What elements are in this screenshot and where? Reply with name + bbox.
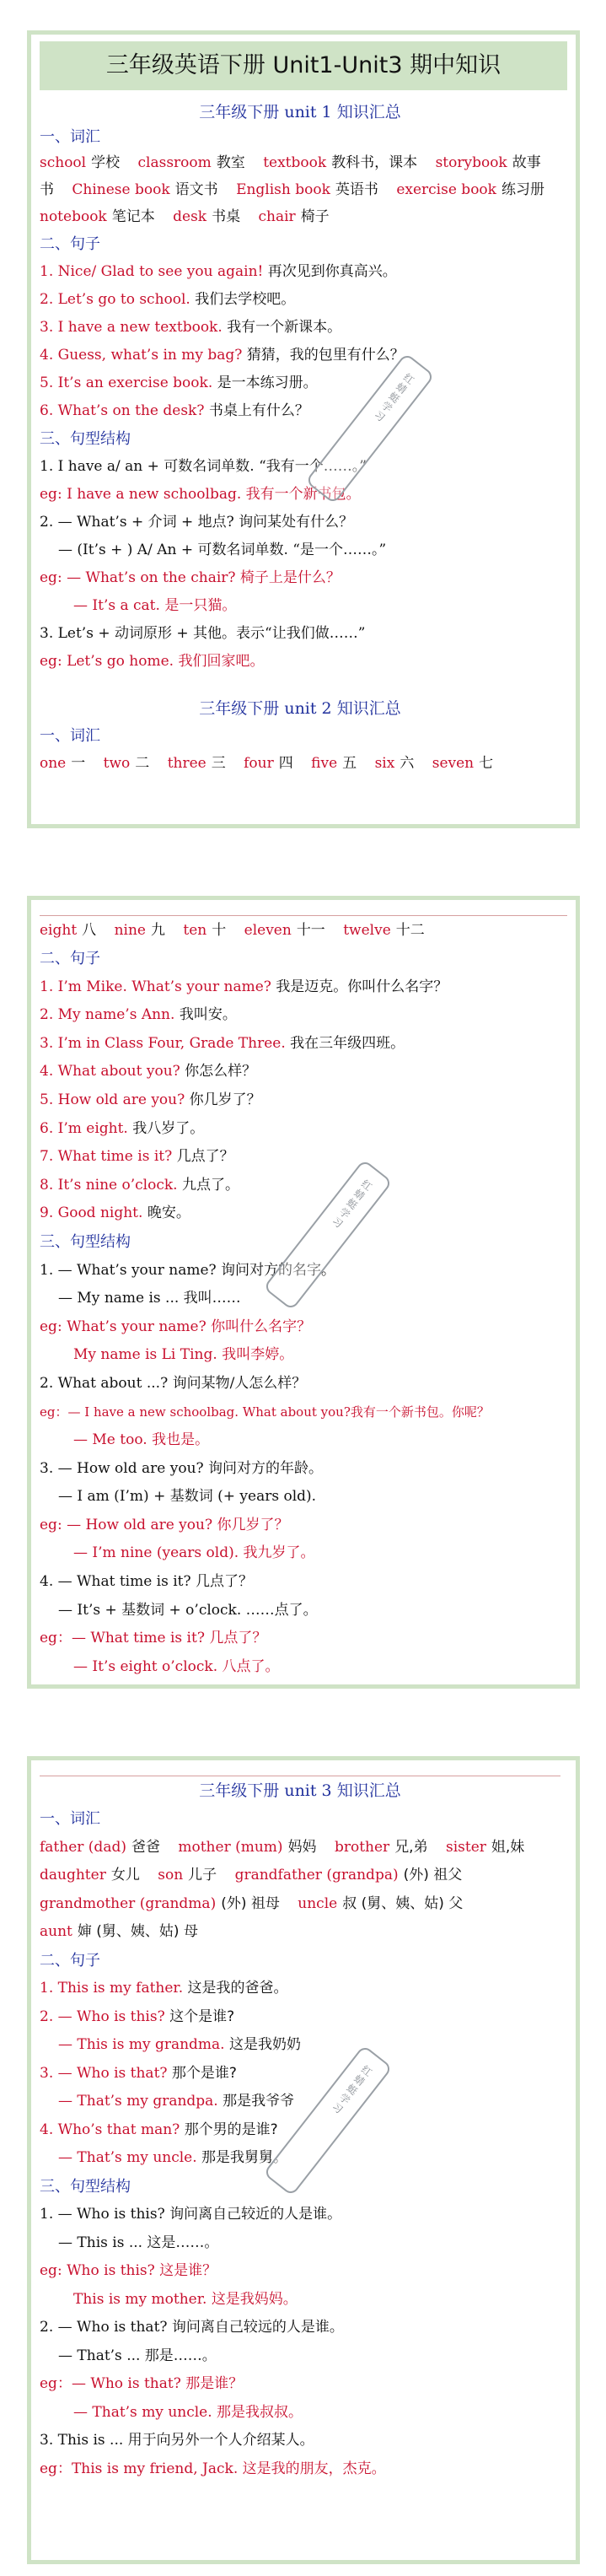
example-line [40, 592, 560, 620]
sentence-en: 4. Who’s that man? [40, 2121, 180, 2138]
pattern-line: 2. What about ...? 询问某物/人怎么样？ [40, 1374, 307, 1392]
sentence-en: 7. What time is it? [40, 1148, 173, 1166]
sentence-row [40, 342, 560, 369]
example-zh: 我叫李婷。 [222, 1346, 294, 1364]
sentence-en: — This is my grandma. [58, 2036, 225, 2053]
sentence-zh: 猜猜，我的包里有什么？ [246, 347, 405, 364]
sentence-en: 5. How old are you? [40, 1091, 185, 1108]
example-en: This is my mother. [73, 2290, 207, 2308]
unit2-sentences-heading: 二、句子 [40, 950, 100, 967]
vocab-en: English book [236, 181, 330, 198]
sentence-en: 1. Nice/ Glad to see you again! [40, 263, 264, 280]
sentence-en: — That’s my uncle. [58, 2149, 197, 2166]
unit1-title: 三年级下册 unit 1 知识汇总 [199, 103, 401, 121]
sentence-zh: 那是我舅舅。 [201, 2149, 288, 2166]
pattern-line: 1. — Who is this? 询问离自己较近的人是谁。 [40, 2206, 342, 2223]
vocab-zh: 十 [212, 922, 227, 939]
vocab-en: eight [40, 922, 78, 939]
pattern-line: — That’s ... 那是……。 [58, 2347, 217, 2364]
sentence-en: 3. — Who is that? [40, 2064, 168, 2082]
vocab-zh: 爸爸 [131, 1838, 160, 1856]
example-line [40, 1313, 560, 1342]
example-en: eg: — What’s on the chair? [40, 569, 236, 586]
sentence-zh: 几点了？ [176, 1148, 234, 1166]
example-en: eg：— What time is it? [40, 1630, 205, 1647]
sentence-row [40, 1030, 560, 1059]
sentence-row [40, 2088, 560, 2116]
sentence-zh: 我有一个新课本。 [227, 319, 342, 336]
vocab-en: grandmother (grandma) [40, 1894, 217, 1912]
vocab-zh: (外) 祖母 [221, 1894, 280, 1912]
example-line [40, 1625, 560, 1653]
sentence-en: 2. Let’s go to school. [40, 291, 190, 308]
vocab-zh: 二 [135, 755, 150, 772]
sentence-row [40, 314, 560, 342]
vocab-line [40, 1834, 560, 1862]
sentence-row [40, 1086, 560, 1115]
sentence-en: 4. What about you? [40, 1063, 180, 1081]
vocab-zh: 一 [71, 755, 86, 772]
vocab-zh: 教室 [216, 154, 245, 171]
unit2-continued [31, 916, 576, 1681]
example-line [40, 2455, 560, 2484]
example-en: eg：— Who is that? [40, 2375, 181, 2392]
watermark-text: 红蜻蜓学习 [370, 370, 416, 425]
pattern-line: 2. — Who is that? 询问离自己较远的人是谁。 [40, 2319, 344, 2336]
unit2-numbers-row2 [40, 916, 560, 945]
vocab-en: son [158, 1867, 184, 1883]
unit2-numbers-row1 [40, 750, 560, 777]
vocab-en: three [167, 755, 206, 772]
unit3-patterns-heading: 三、句型结构 [40, 2177, 131, 2196]
vocab-en: seven [432, 755, 475, 772]
sentence-zh: 九点了。 [181, 1176, 239, 1194]
example-en: eg: What’s your name? [40, 1318, 206, 1335]
example-zh: 我有一个新书包。 [245, 486, 361, 503]
sentence-zh: 我们去学校吧。 [195, 291, 296, 308]
vocab-zh: 六 [400, 755, 415, 772]
watermark-text: 红蜻蜓学习 [328, 2062, 374, 2117]
vocab-zh: 儿子 [188, 1867, 217, 1883]
sentence-zh: 这个是谁? [169, 2007, 235, 2025]
unit2-vocab-heading: 一、词汇 [40, 727, 100, 745]
sentence-zh: 你怎么样？ [185, 1063, 257, 1081]
unit3-title: 三年级下册 unit 3 知识汇总 [199, 1781, 401, 1800]
sentence-en: 2. — Who is this? [40, 2007, 165, 2025]
example-en: — I’m nine (years old). [73, 1544, 239, 1562]
example-zh: 这是我妈妈。 [211, 2290, 298, 2308]
vocab-line [40, 1918, 560, 1947]
sentence-zh: 书桌上有什么？ [208, 402, 309, 419]
vocab-en: classroom [137, 154, 212, 171]
example-en: eg：— I have a new schoolbag. What about you? [40, 1404, 351, 1420]
pattern-line: 2. — What’s + 介词 + 地点? 询问某处有什么？ [40, 514, 354, 531]
sentence-zh: 我在三年级四班。 [290, 1034, 405, 1052]
page-2 [27, 896, 580, 1689]
example-line [40, 564, 560, 592]
example-zh: 我九岁了。 [243, 1544, 315, 1562]
sentence-zh: 是一本练习册。 [217, 375, 318, 391]
pattern-line: 1. I have a/ an + 可数名词单数. “我有一个……。” [40, 458, 367, 475]
vocab-zh: 三 [211, 755, 226, 772]
sentence-en: 3. I’m in Class Four, Grade Three. [40, 1034, 286, 1052]
vocab-zh: 语文书 [174, 181, 218, 198]
vocab-zh: 女儿 [110, 1867, 140, 1883]
vocab-zh: 七 [479, 755, 494, 772]
pattern-line: — I am (I’m) + 基数词 (+ years old). [58, 1488, 317, 1506]
vocab-en: notebook [40, 208, 107, 225]
sentence-en: 5. It’s an exercise book. [40, 375, 213, 391]
example-line [40, 1653, 560, 1682]
vocab-en: textbook [263, 154, 327, 171]
vocab-en: storybook [435, 154, 507, 171]
example-zh: 八点了。 [222, 1657, 280, 1675]
vocab-en: father (dad) [40, 1838, 126, 1856]
vocab-zh: 笔记本 [111, 208, 155, 225]
vocab-zh: 椅子 [300, 208, 330, 225]
vocab-zh: 四 [278, 755, 293, 772]
example-en: eg：This is my friend, Jack. [40, 2460, 239, 2477]
sentence-zh: 晚安。 [147, 1204, 190, 1222]
vocab-zh: 故事书 [40, 154, 541, 198]
vocab-zh: 学校 [91, 154, 121, 171]
unit2-patterns-heading: 三、句型结构 [40, 1232, 131, 1251]
sentence-zh: 我是迈克。你叫什么名字？ [276, 978, 448, 995]
sentence-zh: 我八岁了。 [132, 1119, 205, 1137]
example-en: eg: Let’s go home. [40, 653, 174, 670]
vocab-en: one [40, 755, 67, 772]
vocab-en: uncle [298, 1894, 338, 1912]
sentence-row [40, 258, 560, 286]
example-zh: 是一只猫。 [164, 597, 237, 614]
example-line [40, 2286, 560, 2315]
sentence-en: 6. I’m eight. [40, 1119, 128, 1137]
vocab-zh: 八 [82, 922, 97, 939]
vocab-line [40, 1862, 560, 1890]
sentence-row [40, 2060, 560, 2088]
example-en: eg: I have a new schoolbag. [40, 486, 242, 503]
pattern-line: — My name is ... 我叫…… [58, 1290, 241, 1307]
sentence-row [40, 1975, 560, 2003]
example-zh: 那是谁？ [185, 2375, 244, 2392]
sentence-en: 9. Good night. [40, 1204, 143, 1222]
vocab-en: four [244, 755, 274, 772]
vocab-en: Chinese book [72, 181, 170, 198]
sentence-zh: 这是我奶奶 [229, 2036, 301, 2053]
sentence-en: 6. What’s on the desk? [40, 402, 205, 419]
vocab-en: twelve [343, 922, 391, 939]
page-3 [27, 1756, 580, 2564]
vocab-en: eleven [244, 922, 292, 939]
vocab-en: school [40, 154, 87, 171]
sentence-row [40, 1115, 560, 1144]
vocab-zh: 教科书，课本 [331, 154, 418, 171]
sentence-row [40, 1058, 560, 1086]
pattern-line: 1. — What’s your name? 询问对方的名字。 [40, 1261, 336, 1279]
sentence-en: 1. This is my father. [40, 1980, 184, 1997]
example-en: — It’s eight o’clock. [73, 1657, 218, 1675]
pattern-line: 3. Let’s + 动词原形 + 其他。表示“让我们做……” [40, 625, 366, 642]
vocab-en: six [374, 755, 395, 772]
example-line [40, 1512, 560, 1540]
example-line [40, 1539, 560, 1568]
vocab-en: daughter [40, 1867, 106, 1883]
document-title: 三年级英语下册 Unit1-Unit3 期中知识 [40, 41, 567, 90]
sentence-en: 4. Guess, what’s in my bag? [40, 347, 243, 364]
example-zh: 椅子上是什么？ [239, 569, 341, 586]
example-zh: 几点了？ [209, 1630, 267, 1647]
vocab-zh: 十一 [296, 922, 325, 939]
sentence-zh: 那个男的是谁? [184, 2121, 278, 2138]
example-zh: 我们回家吧。 [178, 653, 265, 670]
watermark-text: 红蜻蜓学习 [328, 1177, 374, 1231]
example-zh: 你几岁了？ [217, 1516, 289, 1533]
unit1-vocab-heading: 一、词汇 [40, 128, 100, 146]
example-en: My name is Li Ting. [73, 1346, 217, 1364]
sentence-row [40, 2031, 560, 2060]
vocab-en: chair [258, 208, 296, 225]
pattern-line: 4. — What time is it? 几点了？ [40, 1573, 254, 1591]
vocab-zh: 练习册 [501, 181, 544, 198]
vocab-zh: 兄,弟 [394, 1838, 428, 1856]
sentence-row [40, 369, 560, 397]
sentence-row [40, 397, 560, 425]
vocab-zh: 英语书 [335, 181, 378, 198]
example-zh: 那是我叔叔。 [217, 2403, 303, 2421]
vocab-zh: 五 [342, 755, 357, 772]
vocab-zh: 九 [150, 922, 165, 939]
sentence-row [40, 286, 560, 314]
sentence-en: 3. I have a new textbook. [40, 319, 223, 336]
vocab-zh: 姐,妹 [491, 1838, 525, 1856]
example-line [40, 2257, 560, 2286]
example-line [40, 1426, 560, 1455]
example-en: — Me too. [73, 1431, 147, 1449]
pattern-line: — This is ... 这是……。 [58, 2234, 219, 2251]
example-en: — It’s a cat. [73, 597, 160, 614]
unit1-sentences-heading: 二、句子 [40, 235, 100, 253]
sentence-row [40, 1199, 560, 1228]
sentence-zh: 那个是谁? [171, 2064, 237, 2082]
example-line [40, 648, 560, 676]
unit1-section [31, 99, 576, 777]
page-1 [27, 30, 580, 828]
vocab-en: sister [446, 1838, 486, 1856]
unit3-sentences-heading: 二、句子 [40, 1951, 100, 1970]
sentence-row [40, 2003, 560, 2032]
vocab-line [40, 1890, 560, 1919]
vocab-zh: 妈妈 [287, 1838, 317, 1856]
vocab-zh: 书桌 [212, 208, 241, 225]
example-en: — That’s my uncle. [73, 2403, 212, 2421]
vocab-en: ten [183, 922, 207, 939]
vocab-zh: 婶 (舅、姨、姑) 母 [77, 1923, 198, 1940]
example-line [40, 1398, 560, 1427]
vocab-zh: 叔 (舅、姨、姑) 父 [342, 1894, 464, 1912]
pattern-line: — It’s + 基数词 + o’clock. ……点了。 [58, 1601, 318, 1619]
sentence-zh: 这是我的爸爸。 [187, 1980, 288, 1997]
sentence-row [40, 1172, 560, 1200]
vocab-en: exercise book [396, 181, 496, 198]
unit3-vocab-heading: 一、词汇 [40, 1810, 100, 1828]
sentence-zh: 再次见到你真高兴。 [267, 263, 397, 280]
sentence-zh: 你几岁了？ [189, 1091, 261, 1108]
vocab-zh: 十二 [395, 922, 425, 939]
vocab-en: five [311, 755, 338, 772]
sentence-row [40, 973, 560, 1002]
vocab-en: grandfather (grandpa) [234, 1867, 399, 1883]
vocab-en: desk [173, 208, 207, 225]
example-en: eg: Who is this? [40, 2262, 155, 2279]
vocab-en: two [103, 755, 131, 772]
vocab-en: mother (mum) [178, 1838, 283, 1856]
sentence-en: 1. I’m Mike. What’s your name? [40, 978, 271, 995]
unit1-patterns-heading: 三、句型结构 [40, 430, 131, 448]
pattern-line: — (It’s + ) A/ An + 可数名词单数. “是一个……。” [58, 542, 387, 558]
vocab-zh: (外) 祖父 [403, 1867, 463, 1883]
example-zh: 我也是。 [152, 1431, 210, 1449]
sentence-row [40, 1143, 560, 1172]
example-line [40, 1341, 560, 1370]
example-zh: 这是谁？ [159, 2262, 217, 2279]
vocab-en: aunt [40, 1923, 72, 1940]
sentence-en: 2. My name’s Ann. [40, 1006, 175, 1024]
example-line [40, 481, 560, 509]
example-zh: 这是我的朋友，杰克。 [242, 2460, 386, 2477]
unit2-title: 三年级下册 unit 2 知识汇总 [199, 699, 401, 718]
sentence-zh: 那是我爷爷 [223, 2093, 295, 2110]
example-zh: 你叫什么名字？ [211, 1318, 312, 1335]
sentence-en: — That’s my grandpa. [58, 2093, 218, 2110]
vocab-en: brother [334, 1838, 390, 1856]
pattern-line: 3. — How old are you? 询问对方的年龄。 [40, 1459, 324, 1477]
example-line [40, 2370, 560, 2399]
example-line [40, 2399, 560, 2428]
unit1-vocab-list [40, 149, 560, 230]
sentence-row [40, 1001, 560, 1030]
pattern-line: 3. This is ... 用于向另外一个人介绍某人。 [40, 2432, 314, 2449]
example-en: eg: — How old are you? [40, 1516, 213, 1533]
example-zh: 我有一个新书包。你呢？ [350, 1404, 490, 1420]
sentence-en: 8. It’s nine o’clock. [40, 1176, 178, 1194]
sentence-zh: 我叫安。 [179, 1006, 237, 1024]
vocab-en: nine [114, 922, 146, 939]
